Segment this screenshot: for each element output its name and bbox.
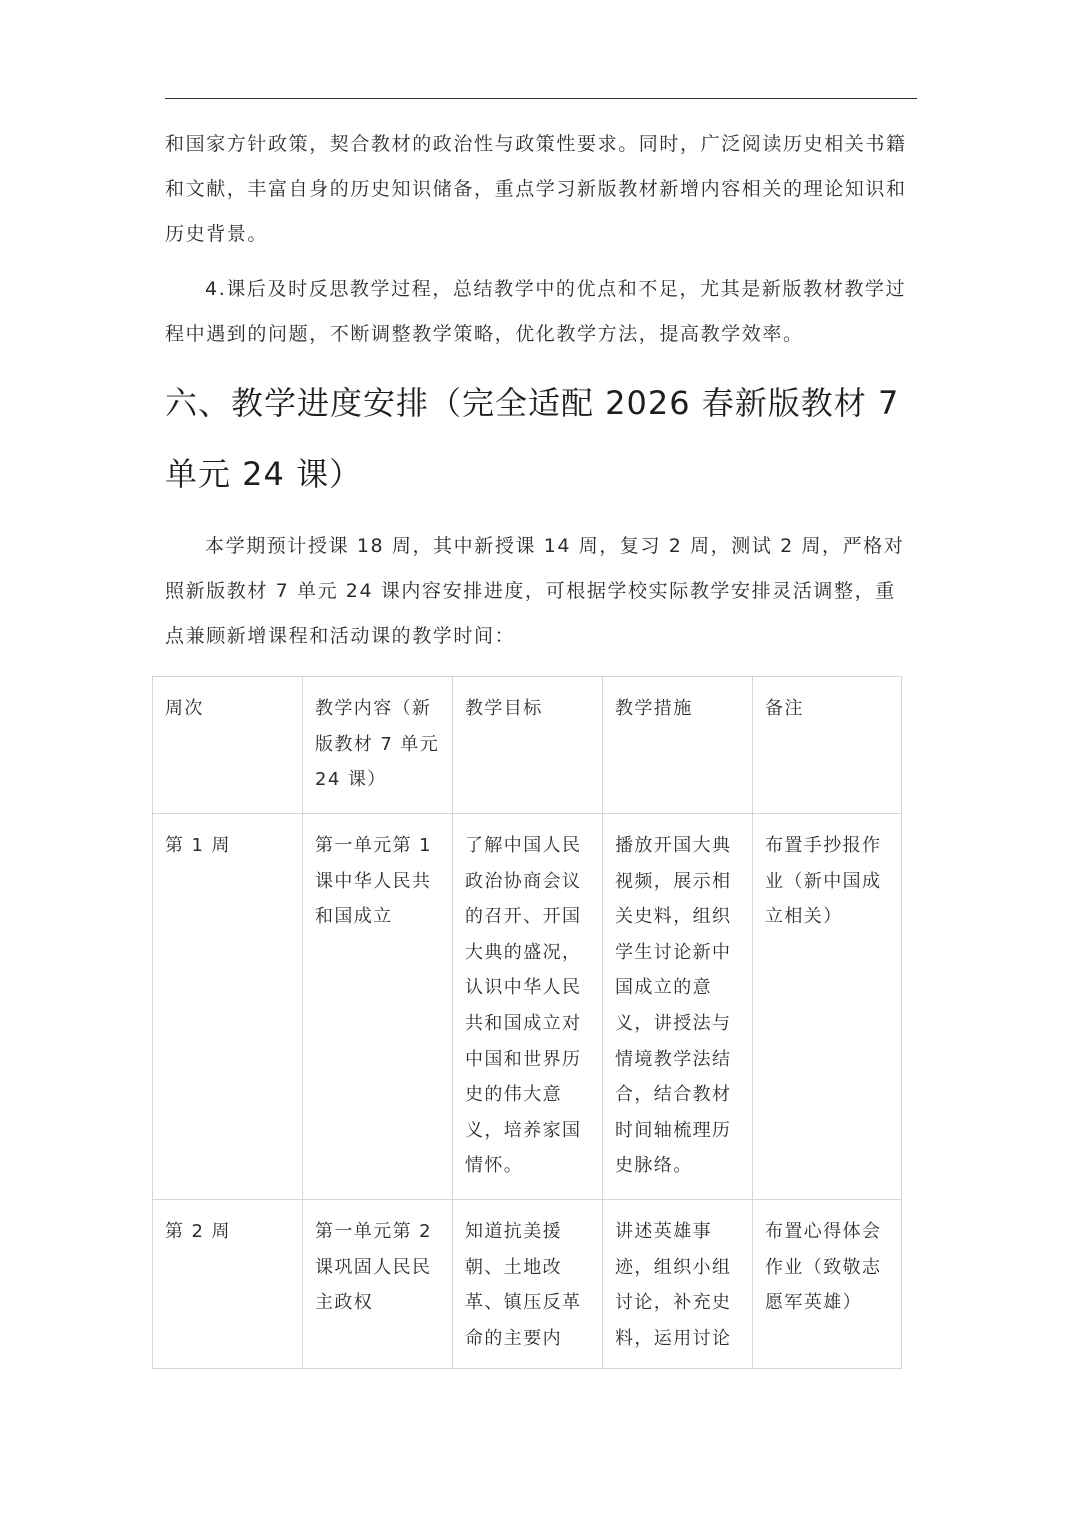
cell-content: 第一单元第 2 课巩固人民民主政权: [303, 1200, 453, 1369]
table-row: [153, 1200, 902, 1369]
cell-week: 第 1 周: [153, 814, 303, 1200]
paragraph-reflection: 4.课后及时反思教学过程，总结教学中的优点和不足，尤其是新版教材教学过程中遇到的问题，不断调整教学策略，优化教学方法，提高教学效率。: [165, 278, 907, 345]
section-title-schedule: 六、教学进度安排（完全适配 2026 春新版教材 7 单元 24 课）: [165, 384, 900, 493]
cell-goal: 知道抗美援朝、土地改革、镇压反革命的主要内: [453, 1200, 603, 1369]
paragraph-teacher-study: 和国家方针政策，契合教材的政治性与政策性要求。同时，广泛阅读历史相关书籍和文献，丰富自身的历史知识储备，重点学习新版教材新增内容相关的理论知识和历史背景。: [165, 133, 907, 245]
header-notes: 备注: [753, 677, 902, 814]
header-goal: 教学目标: [453, 677, 603, 814]
cell-measures: 播放开国大典视频，展示相关史料，组织学生讨论新中国成立的意义，讲授法与情境教学法结合，结合教材时间轴梳理历史脉络。: [603, 814, 753, 1200]
header-content: 教学内容（新版教材 7 单元 24 课）: [303, 677, 453, 814]
cell-notes: 布置心得体会作业（致敬志愿军英雄）: [753, 1200, 902, 1369]
paragraph-schedule-intro: 本学期预计授课 18 周，其中新授课 14 周，复习 2 周，测试 2 周，严格对照新版教材 7 单元 24 课内容安排进度，可根据学校实际教学安排灵活调整，重点兼顾新增课程和活动课的教学时间：: [165, 535, 905, 647]
cell-content: 第一单元第 1 课中华人民共和国成立: [303, 814, 453, 1200]
cell-goal: 了解中国人民政治协商会议的召开、开国大典的盛况，认识中华人民共和国成立对中国和世界历史的伟大意义，培养家国情怀。: [453, 814, 603, 1200]
table-row: [153, 814, 902, 1200]
table-header-row: [153, 677, 902, 814]
cell-notes: 布置手抄报作业（新中国成立相关）: [753, 814, 902, 1200]
cell-week: 第 2 周: [153, 1200, 303, 1369]
header-week: 周次: [153, 677, 303, 814]
schedule-table: [152, 676, 902, 1369]
header-measures: 教学措施: [603, 677, 753, 814]
header-rule: [165, 98, 917, 99]
cell-measures: 讲述英雄事迹，组织小组讨论，补充史料，运用讨论: [603, 1200, 753, 1369]
